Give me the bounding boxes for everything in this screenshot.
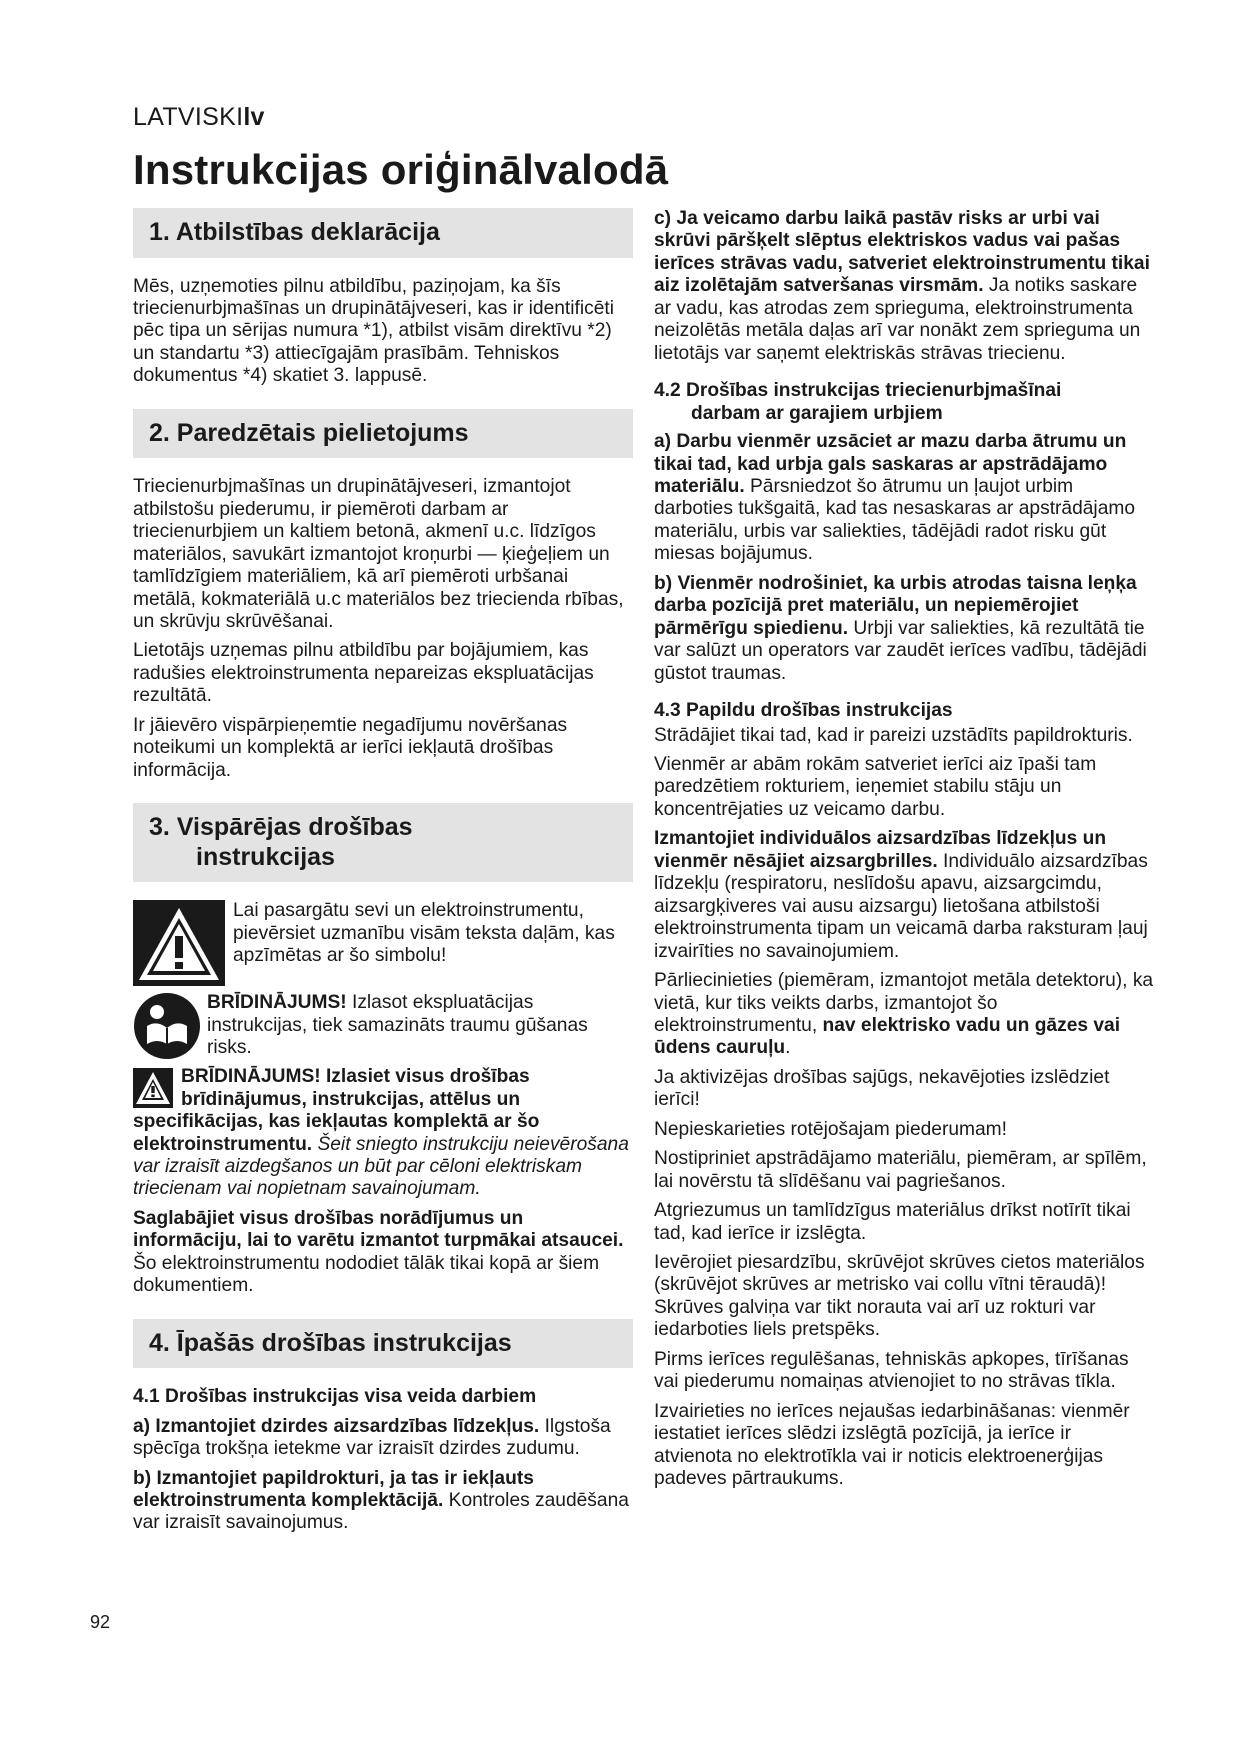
auxiliary-handle — [133, 1468, 633, 1535]
metal-detector-text: Pārliecinieties (piemēram, izmantojot metāla detektoru), ka vietā, kur tiks veikts darbs, izmantojot šo elektroinstrumentu, — [654, 970, 1154, 1036]
intended-use-text: Triecienurbjmašīnas un drupinātājveseri, izmantojot atbilstošu piederumu, ir piemēroti darbam ar triecienurbjiem un kaltiem betonā, akmenī u.c. līdzīgos materiālos, savukārt izmantojot kroņurbi — ķieģeļiem un tamlīdzīgiem materiāliem, kā arī piemēroti urbšanai metālā, kokmateriālā u.c materiālos bez triecienda rbības, un skrūvju skrūvēšanai. — [133, 476, 624, 632]
hidden-wires-bold: c) Ja veicamo darbu laikā pastāv risks ar urbi vai skrūvi pāršķelt slēptus elektriskos vadus vai pašas ierīces strāvas vadu, satveriet elektroinstrumentu tikai aiz izolētajām satveršanas virsmām. — [654, 208, 1150, 297]
safety-paragraph-2: Vienmēr ar abām rokām satveriet ierīci aiz īpaši tam paredzētiem rokturiem, ieņemiet stabilu stāju un koncentrējaties uz veicamo darbu. — [654, 753, 1097, 820]
warning-symbol-row — [133, 900, 633, 986]
read-manual-body: Izlasot ekspluatācijas instrukcijas, tiek samazināts traumu gūšanas risks. — [207, 992, 588, 1059]
warning-symbol-text: Lai pasargātu sevi un elektroinstrumentu, pievērsiet uzmanību visām teksta daļām, kas apzīmētas ar šo simbolu! — [233, 900, 615, 967]
hearing-protection-text: Ilgstoša spēcīga trokšņa ietekme var izraisīt dzirdes zudumu. — [133, 1415, 611, 1460]
right-angle-text: Urbji var saliekties, kā rezultātā tie var salūzt un operators var zaudēt ierīces vadību, tādējādi gūstot traumas. — [654, 617, 1147, 684]
section-4-3-heading: 4.3 Papildu drošības instrukcijas — [654, 700, 953, 722]
read-manual-warning: BRĪDINĀJUMS! — [207, 992, 347, 1014]
auxiliary-handle-bold: b) Izmantojiet papildrokturi, ja tas ir iekļauts elektroinstrumenta komplektācijā. — [133, 1467, 534, 1511]
keep-instructions-bold: Saglabājiet visus drošības norādījumus un informāciju, lai to varētu izmantot turpmākai atsaucei. — [133, 1207, 624, 1252]
hidden-wires — [654, 208, 1154, 365]
section-4-2-heading-line2: darbam ar garajiem urbjiem — [691, 402, 943, 424]
safety-paragraph-6: Nepieskarieties rotējošajam piederumam! — [654, 1118, 1007, 1140]
read-all-warnings-italic: Šeit sniegto instrukciju neievērošana var izraisīt aizdegšanos un būt par cēloni elektriskam triecienam vai nopietnam savainojumam. — [133, 1133, 629, 1200]
right-column — [654, 208, 1154, 1498]
small-warning-triangle-icon — [133, 1068, 173, 1108]
low-speed-start-bold: a) Darbu vienmēr uzsāciet ar mazu darba ātrumu un tikai tad, kad urbja gals saskaras ar apstrādājamo materiālu. — [654, 431, 1127, 497]
auxiliary-handle-text: Kontroles zaudēšana var izraisīt savainojumus. — [133, 1490, 629, 1534]
section-2-heading: 2. Paredzētais pielietojums — [133, 409, 633, 459]
declaration-text: Mēs, uzņemoties pilnu atbildību, paziņojam, ka šīs triecienurbjmašīnas un drupinātājveseri, kas ir identificēti pēc tipa un sērijas numura *1), atbilst visām direktīvu *2) un standartu *3) attiecīgajām prasībām. Tehniskos dokumentus *4) skatiet 3. lappusē. — [133, 275, 614, 387]
section-3-heading — [133, 803, 633, 882]
metal-detector-bold: nav elektrisko vadu un gāzes vai ūdens cauruļu — [654, 1014, 1121, 1059]
right-angle-bold: b) Vienmēr nodrošiniet, ka urbis atrodas taisna leņķa darba pozīcijā pret materiālu, un nepiemērojiet pārmērīgu spiedienu. — [654, 572, 1137, 639]
protective-equipment — [654, 828, 1154, 963]
language-name: LATVISKI — [133, 103, 244, 131]
protective-equipment-bold: Izmantojiet individuālos aizsardzības līdzekļus un vienmēr nēsājiet aizsargbrilles. — [654, 828, 1107, 872]
low-speed-start-text: Pārsniedzot šo ātrumu un ļaujot urbim darboties tukšgaitā, kad tas nesaskaras ar apstrādājamo materiālu, urbis var saliekties, tādējādi radot risku gūt miesas bojājumus. — [654, 475, 1136, 565]
section-3-heading-line1: 3. Vispārējas drošības — [149, 813, 413, 842]
section-4-heading: 4. Īpašās drošības instrukcijas — [133, 1319, 633, 1369]
safety-paragraph-1: Strādājiet tikai tad, kad ir pareizi uzstādīts papildrokturis. — [654, 724, 1133, 746]
protective-equipment-text: Individuālo aizsardzības līdzekļu (respiratoru, neslīdošu apavu, aizsargcimdu, aizsargķiveres vai ausu aizsargu) lietošana atbilstoši elektroinstrumenta tipam un veicamā darba raksturam ļauj izvairīties no savainojumiem. — [654, 850, 1148, 962]
page-number: 92 — [90, 1612, 111, 1632]
hearing-protection — [133, 1416, 633, 1461]
read-all-warnings — [133, 1066, 633, 1201]
safety-paragraph-9: Ievērojiet piesardzību, skrūvējot skrūves cietos materiālos (skrūvējot skrūves ar metrisko vai collu vītni tēraudā)! Skrūves galviņa var tikt norauta vai arī uz rokturi var iedarboties liels pretspēks. — [654, 1252, 1145, 1341]
right-angle — [654, 573, 1154, 685]
warning-triangle-icon — [133, 900, 225, 986]
safety-paragraph-10: Pirms ierīces regulēšanas, tehniskās apkopes, tīrīšanas vai piederumu nomaiņas atvienojiet to no strāvas tīkla. — [654, 1348, 1129, 1393]
section-4-2-heading — [654, 380, 1154, 425]
metal-detector-end: . — [785, 1037, 791, 1059]
accident-rules-text: Ir jāievēro vispārpieņemtie negadījumu novēršanas noteikumi un komplektā ar ierīci iekļautā drošības informācija. — [133, 714, 568, 781]
read-all-warnings-bold: BRĪDINĀJUMS! Izlasiet visus drošības brīdinājumus, instrukcijas, attēlus un specifikācijas, kas iekļautas komplektā ar šo elektroinstrumentu. — [133, 1066, 540, 1155]
document-title: Instrukcijas oriģinālvalodā — [133, 146, 669, 193]
metal-detector — [654, 970, 1154, 1060]
keep-instructions — [133, 1208, 633, 1253]
read-manual-row — [133, 992, 633, 1060]
section-4-2-heading-line1: 4.2 Drošības instrukcijas triecienurbjmašīnai — [654, 380, 1062, 402]
hearing-protection-bold: a) Izmantojiet dzirdes aizsardzības līdzekļus. — [133, 1415, 540, 1437]
hidden-wires-text: Ja notiks saskare ar vadu, kas atrodas zem sprieguma, elektroinstrumenta neizolētās metāla daļas arī var nonākt zem sprieguma un lietotājs var saņemt elektriskās strāvas triecienu. — [654, 275, 1141, 364]
language-code: lv — [243, 103, 265, 131]
liability-text: Lietotājs uzņemas pilnu atbildību par bojājumiem, kas radušies elektroinstrumenta nepareizas ekspluatācijas rezultātā. — [133, 640, 594, 707]
section-1-heading: 1. Atbilstības deklarācija — [133, 208, 633, 258]
left-column — [133, 208, 633, 1542]
section-3-heading-line2: instrukcijas — [196, 842, 335, 871]
low-speed-start — [654, 431, 1154, 566]
safety-paragraph-11: Izvairieties no ierīces nejaušas iedarbināšanas: vienmēr iestatiet ierīces slēdzi izslēgtā pozīcijā, ja ierīce ir atvienota no elektrotīkla vai ir noticis elektroenerģijas padeves pārtraukums. — [654, 1400, 1130, 1490]
read-manual-text — [207, 992, 633, 1059]
pass-on-text: Šo elektroinstrumentu nododiet tālāk tikai kopā ar šiem dokumentiem. — [133, 1252, 600, 1297]
read-manual-icon — [133, 992, 201, 1060]
safety-paragraph-7: Nostipriniet apstrādājamo materiālu, piemēram, ar spīlēm, lai novērstu tā slīdēšanu vai pagriešanos. — [654, 1148, 1147, 1192]
language-label — [133, 103, 265, 132]
safety-paragraph-8: Atgriezumus un tamlīdzīgus materiālus drīkst notīrīt tikai tad, kad ierīce ir izslēgta. — [654, 1200, 1131, 1244]
safety-paragraph-5: Ja aktivizējas drošības sajūgs, nekavējoties izslēdziet ierīci! — [654, 1066, 1110, 1111]
section-4-1-heading: 4.1 Drošības instrukcijas visa veida darbiem — [133, 1386, 537, 1408]
